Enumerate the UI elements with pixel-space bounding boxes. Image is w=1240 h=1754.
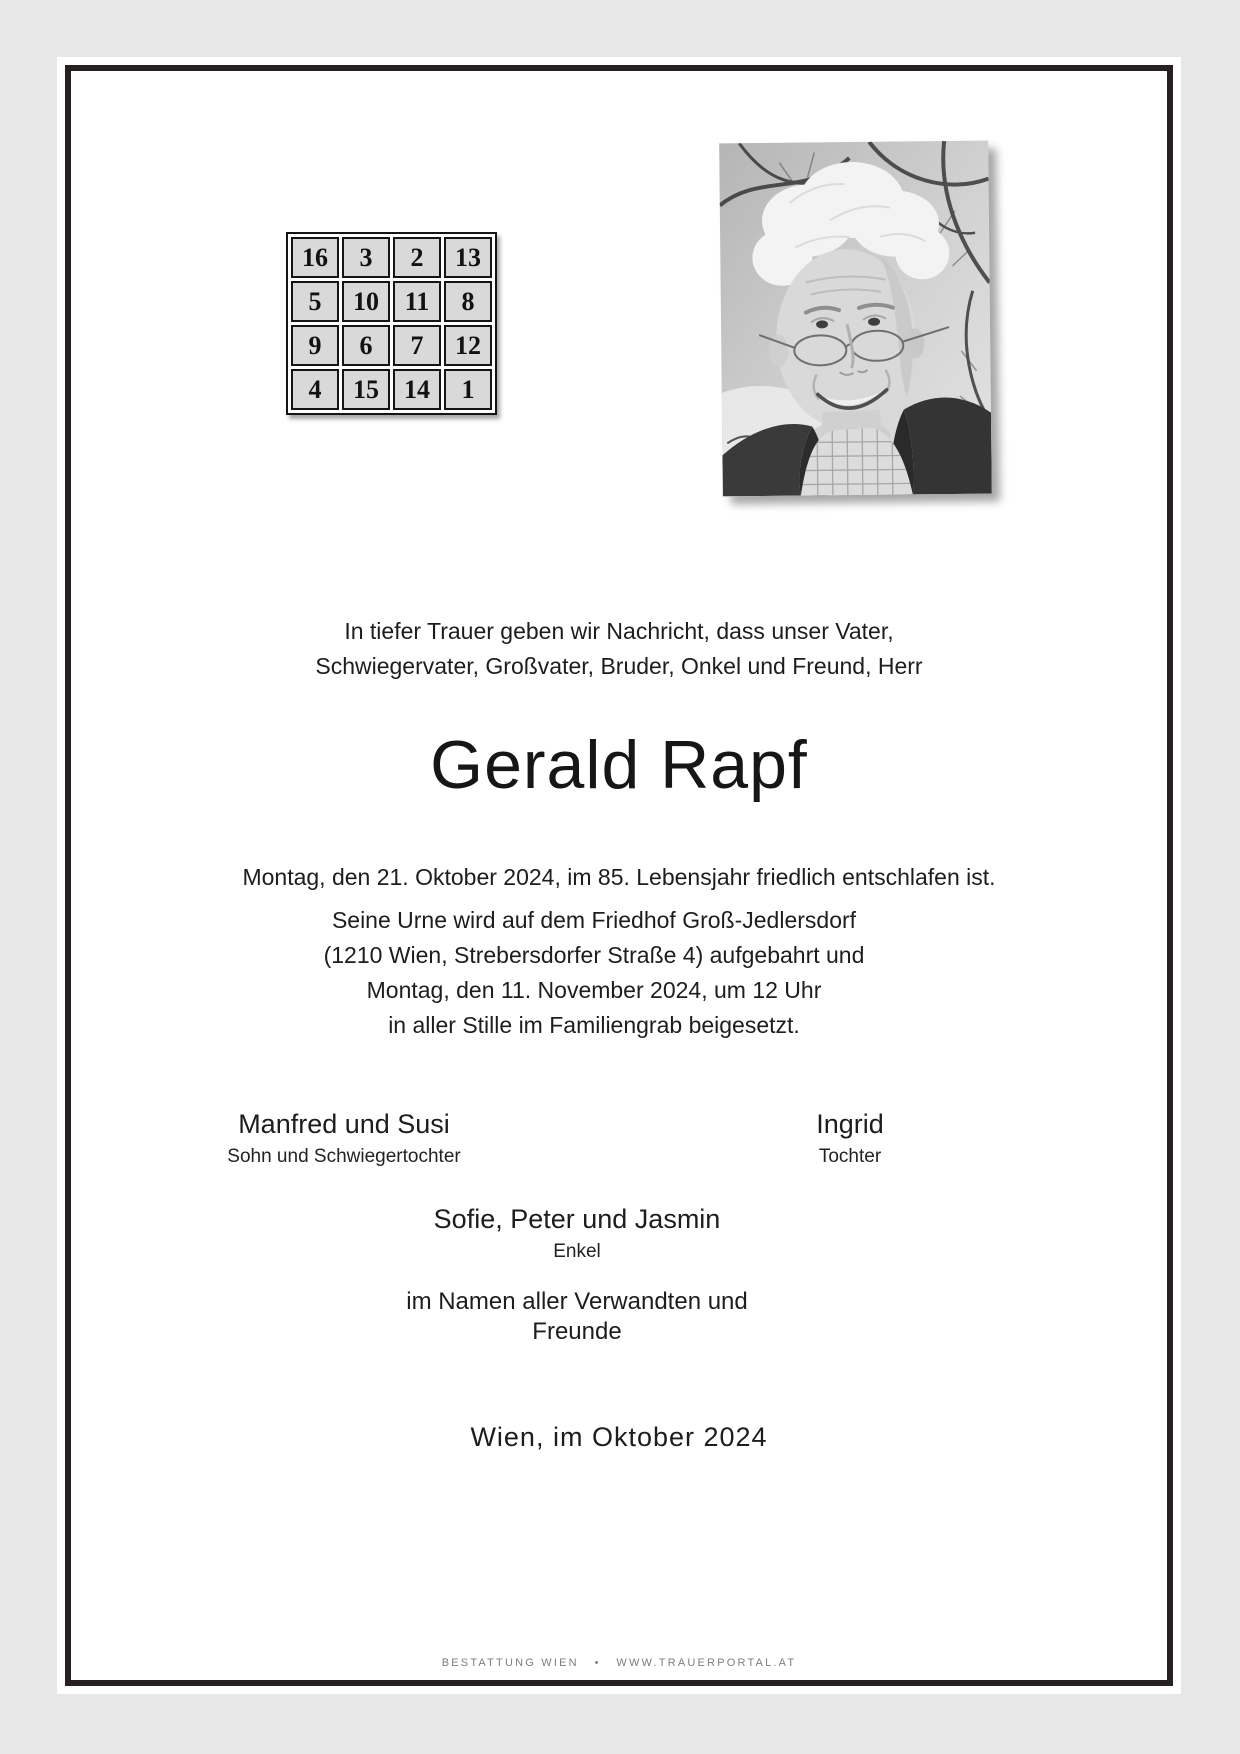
burial-details <box>32 903 1156 1043</box>
intro-line: In tiefer Trauer geben wir Nachricht, dass unser Vater, <box>344 618 894 644</box>
magic-square-cell: 12 <box>444 325 492 366</box>
death-announcement-line: Montag, den 21. Oktober 2024, im 85. Lebensjahr friedlich entschlafen ist. <box>242 864 996 890</box>
mourner-center <box>387 1203 767 1264</box>
magic-square-cell: 5 <box>291 281 339 322</box>
magic-square-cell: 2 <box>393 237 441 278</box>
mourner-names: Manfred und Susi <box>238 1109 450 1139</box>
intro-line: Schwiegervater, Großvater, Bruder, Onkel und Freund, Herr <box>315 653 923 679</box>
burial-line: Seine Urne wird auf dem Friedhof Groß-Jedlersdorf <box>331 907 857 933</box>
magic-square-cell: 7 <box>393 325 441 366</box>
mourner-names: Sofie, Peter und Jasmin <box>433 1204 721 1234</box>
magic-square-cell: 4 <box>291 369 339 410</box>
magic-square-row <box>291 237 492 278</box>
magic-square-cell: 13 <box>444 237 492 278</box>
burial-line: Montag, den 11. November 2024, um 12 Uhr <box>366 977 822 1003</box>
magic-square-cell: 16 <box>291 237 339 278</box>
mourner-relation: Sohn und Schwiegertochter <box>227 1146 461 1167</box>
magic-square-cell: 14 <box>393 369 441 410</box>
magic-square-cell: 9 <box>291 325 339 366</box>
portrait-illustration <box>719 141 992 497</box>
magic-square-row <box>291 325 492 366</box>
portrait-photo <box>719 141 992 497</box>
burial-line: in aller Stille im Familiengrab beigesetzt. <box>388 1012 800 1038</box>
mourner-right <box>710 1108 990 1169</box>
magic-square-cell: 11 <box>393 281 441 322</box>
burial-line: (1210 Wien, Strebersdorfer Straße 4) aufgebahrt und <box>323 942 865 968</box>
obituary-card <box>57 57 1181 1694</box>
magic-square-cell: 8 <box>444 281 492 322</box>
footer-branding: BESTATTUNG WIEN • WWW.TRAUERPORTAL.AT <box>441 1657 797 1669</box>
mourner-names: Ingrid <box>816 1109 884 1139</box>
mourner-relation: Tochter <box>818 1146 882 1167</box>
magic-square-cell: 3 <box>342 237 390 278</box>
magic-square-cell: 6 <box>342 325 390 366</box>
magic-square-cell: 1 <box>444 369 492 410</box>
place-dateline: Wien, im Oktober 2024 <box>470 1422 768 1452</box>
magic-square-row <box>291 281 492 322</box>
magic-square <box>286 232 497 415</box>
mourners-row <box>204 1108 990 1169</box>
mourner-relation: Enkel <box>553 1241 601 1262</box>
magic-square-cell: 15 <box>342 369 390 410</box>
magic-square-row <box>291 369 492 410</box>
mourner-left <box>204 1108 484 1169</box>
magic-square-cell: 10 <box>342 281 390 322</box>
announcement-intro <box>57 614 1181 684</box>
closing-line: im Namen aller Verwandten und Freunde <box>406 1288 748 1345</box>
deceased-name: Gerald Rapf <box>430 727 808 803</box>
